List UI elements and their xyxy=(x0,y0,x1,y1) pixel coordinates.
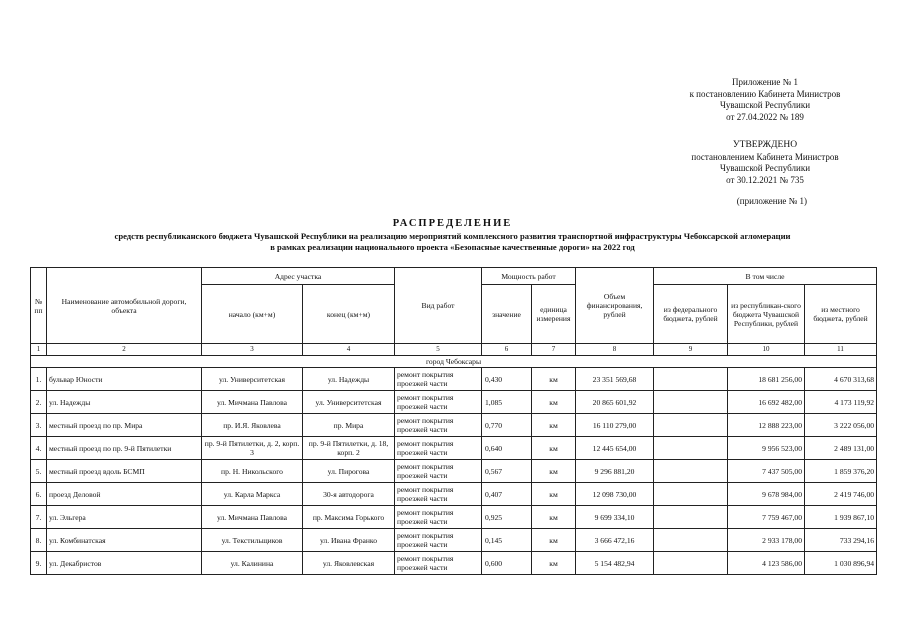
header-local: из местного бюджета, рублей xyxy=(805,285,877,344)
column-number: 7 xyxy=(532,344,576,356)
row-work-type: ремонт покрытия проезжей части xyxy=(395,414,482,437)
row-road-name: ул. Декабристов xyxy=(47,552,202,575)
row-unit: км xyxy=(532,529,576,552)
row-republic: 9 678 984,00 xyxy=(728,483,805,506)
row-local: 4 670 313,68 xyxy=(805,368,877,391)
column-number: 10 xyxy=(728,344,805,356)
approved-line: от 30.12.2021 № 735 xyxy=(726,174,804,185)
row-work-type: ремонт покрытия проезжей части xyxy=(395,552,482,575)
row-road-name: ул. Надежды xyxy=(47,391,202,414)
row-federal xyxy=(654,483,728,506)
row-local: 1 939 867,10 xyxy=(805,506,877,529)
row-local: 1 030 896,94 xyxy=(805,552,877,575)
header-value: значение xyxy=(482,285,532,344)
header-address: Адрес участка xyxy=(202,268,395,285)
column-number: 1 xyxy=(31,344,47,356)
row-start: пр. 9-й Пятилетки, д. 2, корп. 3 xyxy=(202,437,303,460)
row-value: 0,407 xyxy=(482,483,532,506)
row-road-name: проезд Деловой xyxy=(47,483,202,506)
row-unit: км xyxy=(532,460,576,483)
column-number-row xyxy=(31,344,877,356)
row-end: 30-я автодорога xyxy=(303,483,395,506)
row-unit: км xyxy=(532,552,576,575)
column-number: 6 xyxy=(482,344,532,356)
row-federal xyxy=(654,529,728,552)
appendix-line: от 27.04.2022 № 189 xyxy=(726,111,804,122)
table-row xyxy=(31,414,877,437)
row-num: 5. xyxy=(31,460,47,483)
row-value: 0,430 xyxy=(482,368,532,391)
row-local: 4 173 119,92 xyxy=(805,391,877,414)
row-road-name: местный проезд по пр. Мира xyxy=(47,414,202,437)
table-row xyxy=(31,460,877,483)
row-financing: 9 296 881,20 xyxy=(576,460,654,483)
row-value: 0,145 xyxy=(482,529,532,552)
row-value: 0,600 xyxy=(482,552,532,575)
row-road-name: ул. Комбинатская xyxy=(47,529,202,552)
row-federal xyxy=(654,460,728,483)
row-num: 7. xyxy=(31,506,47,529)
row-start: ул. Мичмана Павлова xyxy=(202,506,303,529)
row-financing: 3 666 472,16 xyxy=(576,529,654,552)
row-road-name: бульвар Юности xyxy=(47,368,202,391)
row-value: 0,770 xyxy=(482,414,532,437)
column-number: 3 xyxy=(202,344,303,356)
row-end: ул. Университетская xyxy=(303,391,395,414)
row-start: ул. Текстильщиков xyxy=(202,529,303,552)
appendix-line: Приложение № 1 xyxy=(732,77,798,87)
appendix-line: Чувашской Республики xyxy=(719,100,811,110)
section-row xyxy=(31,356,877,368)
header-including: В том числе xyxy=(654,268,877,285)
document-title: РАСПРЕДЕЛЕНИЕ xyxy=(392,218,513,229)
header-unit: единица измерения xyxy=(532,285,576,344)
appendix-header xyxy=(675,77,855,123)
table-row xyxy=(31,506,877,529)
row-road-name: местный проезд по пр. 9-й Пятилетки xyxy=(47,437,202,460)
row-unit: км xyxy=(532,506,576,529)
row-unit: км xyxy=(532,368,576,391)
header-end: конец (км+м) xyxy=(303,285,395,344)
header-start: начало (км+м) xyxy=(202,285,303,344)
subtitle-line-2: в рамках реализации национального проекта «Безопасные качественные дороги» на 2022 год xyxy=(270,242,635,252)
row-value: 1,085 xyxy=(482,391,532,414)
row-end: ул. Яковлевская xyxy=(303,552,395,575)
row-value: 0,925 xyxy=(482,506,532,529)
table-row xyxy=(31,483,877,506)
row-num: 6. xyxy=(31,483,47,506)
row-start: пр. Н. Никольского xyxy=(202,460,303,483)
row-end: ул. Пирогова xyxy=(303,460,395,483)
document-subtitle xyxy=(30,231,875,253)
row-unit: км xyxy=(532,437,576,460)
section-title: город Чебоксары xyxy=(31,356,877,368)
row-start: ул. Университетская xyxy=(202,368,303,391)
table-row xyxy=(31,391,877,414)
column-number: 11 xyxy=(805,344,877,356)
approved-line: Чувашской Республики xyxy=(719,163,811,173)
row-financing: 23 351 569,68 xyxy=(576,368,654,391)
distribution-table xyxy=(30,267,877,575)
appendix-line: к постановлению Кабинета Министров xyxy=(689,88,841,99)
row-unit: км xyxy=(532,483,576,506)
header-republic: из республикан-ского бюджета Чувашской Республики, рублей xyxy=(728,285,805,344)
row-unit: км xyxy=(532,414,576,437)
row-local: 3 222 056,00 xyxy=(805,414,877,437)
row-federal xyxy=(654,552,728,575)
row-work-type: ремонт покрытия проезжей части xyxy=(395,391,482,414)
row-num: 4. xyxy=(31,437,47,460)
row-value: 0,567 xyxy=(482,460,532,483)
row-start: ул. Карла Маркса xyxy=(202,483,303,506)
row-local: 2 489 131,00 xyxy=(805,437,877,460)
row-republic: 7 437 505,00 xyxy=(728,460,805,483)
row-end: пр. 9-й Пятилетки, д. 18, корп. 2 xyxy=(303,437,395,460)
row-financing: 12 098 730,00 xyxy=(576,483,654,506)
header-num: № пп xyxy=(31,268,47,344)
row-work-type: ремонт покрытия проезжей части xyxy=(395,506,482,529)
row-num: 3. xyxy=(31,414,47,437)
row-value: 0,640 xyxy=(482,437,532,460)
header-financing: Объем финансирования, рублей xyxy=(576,268,654,344)
row-republic: 18 681 256,00 xyxy=(728,368,805,391)
row-republic: 16 692 482,00 xyxy=(728,391,805,414)
row-end: ул. Ивана Франко xyxy=(303,529,395,552)
row-start: ул. Калинина xyxy=(202,552,303,575)
attachment-note: (приложение № 1) xyxy=(736,196,807,206)
column-number: 4 xyxy=(303,344,395,356)
row-work-type: ремонт покрытия проезжей части xyxy=(395,529,482,552)
table-row xyxy=(31,529,877,552)
row-start: ул. Мичмана Павлова xyxy=(202,391,303,414)
approved-header xyxy=(675,140,855,186)
row-federal xyxy=(654,414,728,437)
row-local: 2 419 746,00 xyxy=(805,483,877,506)
row-financing: 12 445 654,00 xyxy=(576,437,654,460)
column-number: 9 xyxy=(654,344,728,356)
approved-line: постановлением Кабинета Министров xyxy=(691,151,839,162)
table-row xyxy=(31,368,877,391)
row-unit: км xyxy=(532,391,576,414)
row-num: 1. xyxy=(31,368,47,391)
row-work-type: ремонт покрытия проезжей части xyxy=(395,460,482,483)
row-republic: 2 933 178,00 xyxy=(728,529,805,552)
row-work-type: ремонт покрытия проезжей части xyxy=(395,437,482,460)
row-road-name: ул. Эльгера xyxy=(47,506,202,529)
column-number: 2 xyxy=(47,344,202,356)
row-end: ул. Надежды xyxy=(303,368,395,391)
header-federal: из федерального бюджета, рублей xyxy=(654,285,728,344)
row-work-type: ремонт покрытия проезжей части xyxy=(395,368,482,391)
row-federal xyxy=(654,506,728,529)
row-local: 1 859 376,20 xyxy=(805,460,877,483)
row-financing: 9 699 334,10 xyxy=(576,506,654,529)
approved-title: УТВЕРЖДЕНО xyxy=(732,140,798,150)
row-road-name: местный проезд вдоль БСМП xyxy=(47,460,202,483)
row-work-type: ремонт покрытия проезжей части xyxy=(395,483,482,506)
row-federal xyxy=(654,368,728,391)
row-num: 8. xyxy=(31,529,47,552)
row-republic: 9 956 523,00 xyxy=(728,437,805,460)
row-num: 9. xyxy=(31,552,47,575)
row-federal xyxy=(654,391,728,414)
row-federal xyxy=(654,437,728,460)
row-start: пр. И.Я. Яковлева xyxy=(202,414,303,437)
row-financing: 5 154 482,94 xyxy=(576,552,654,575)
subtitle-line-1: средств республиканского бюджета Чувашской Республики на реализацию мероприятий комплексного развития транспортной инфраструктуры Чебоксарской агломерации xyxy=(114,231,791,241)
row-local: 733 294,16 xyxy=(805,529,877,552)
row-end: пр. Максима Горького xyxy=(303,506,395,529)
row-republic: 7 759 467,00 xyxy=(728,506,805,529)
column-number: 5 xyxy=(395,344,482,356)
row-republic: 12 888 223,00 xyxy=(728,414,805,437)
row-financing: 20 865 601,92 xyxy=(576,391,654,414)
row-republic: 4 123 586,00 xyxy=(728,552,805,575)
table-row xyxy=(31,437,877,460)
header-capacity: Мощность работ xyxy=(482,268,576,285)
header-work-type: Вид работ xyxy=(395,268,482,344)
row-end: пр. Мира xyxy=(303,414,395,437)
header-road-name: Наименование автомобильной дороги, объекта xyxy=(47,268,202,344)
column-number: 8 xyxy=(576,344,654,356)
row-financing: 16 110 279,00 xyxy=(576,414,654,437)
row-num: 2. xyxy=(31,391,47,414)
table-row xyxy=(31,552,877,575)
